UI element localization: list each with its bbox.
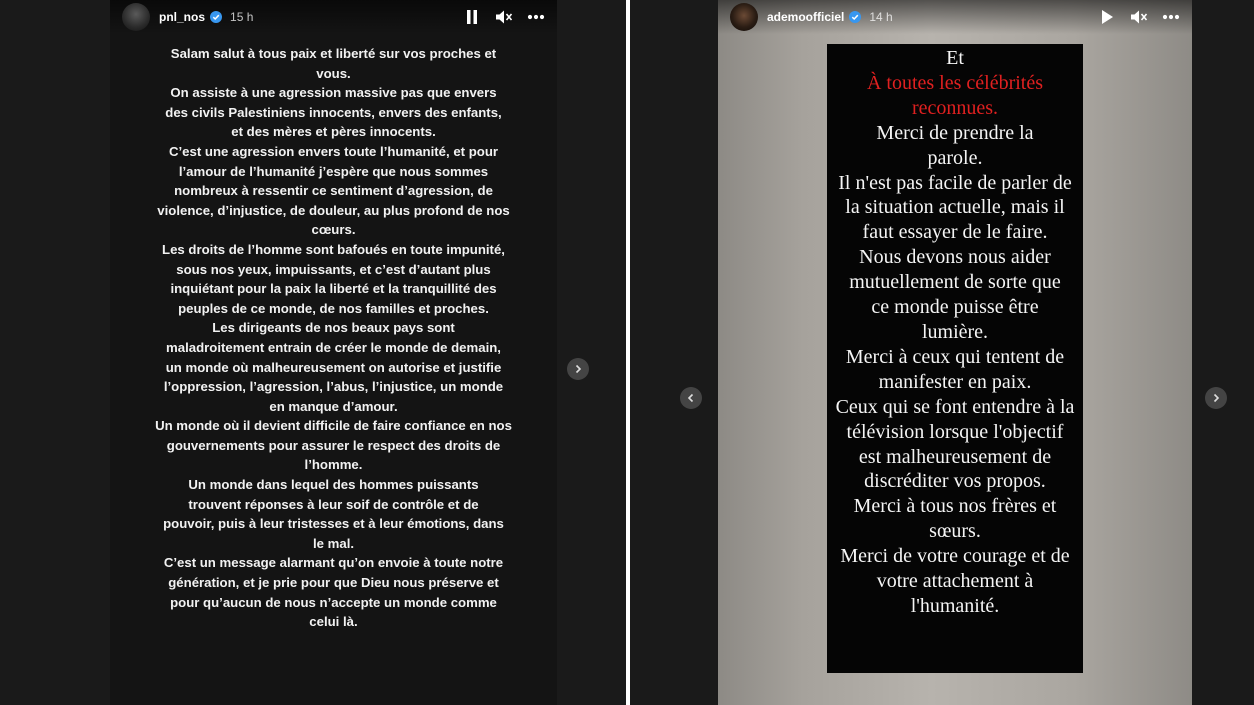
text-paragraph: Un monde où il devient difficile de faire confiance en nos gouvernements pour assurer le respect des droits de l’homme.	[155, 418, 512, 473]
text-paragraph: Ceux qui se font entendre à la télévision lorsque l'objectif est malheureusement de discréditer vos propos.	[835, 395, 1075, 493]
text-paragraph: Merci de prendre la parole.	[876, 121, 1034, 169]
text-paragraph: Merci de votre courage et de votre attachement à l'humanité.	[840, 545, 1070, 617]
text-paragraph: Les droits de l’homme sont bafoués en toute impunité, sous nos yeux, impuissants, et c’est d’autant plus inquiétant pour la paix la liberté et la tranquillité des peuples de ce monde, de nos familles et proches.	[162, 241, 505, 316]
text-paragraph: On assiste à une agression massive pas que envers des civils Palestiniens innocents, envers des enfants, et des mères et pères innocents.	[165, 85, 502, 140]
text-paragraph: Merci à tous nos frères et sœurs.	[853, 495, 1057, 543]
more-icon[interactable]	[527, 8, 545, 26]
text-paragraph: C’est une agression envers toute l’humanité, et pour l’amour de l’humanité j’espère que nous sommes nombreux à ressentir ce sentiment d’agression, de violence, d’injustice, de douleur, au plus profond de nos cœurs.	[157, 143, 510, 238]
verified-badge-icon	[849, 11, 861, 23]
story-header	[718, 0, 1192, 34]
chevron-right-icon	[573, 364, 583, 374]
text-paragraph: Un monde dans lequel des hommes puissants trouvent réponses à leur soif de contrôle et de pouvoir, puis à leur tristesses et à leur émotions, dans le mal.	[163, 477, 504, 551]
chevron-right-icon	[1211, 393, 1221, 403]
next-story-button[interactable]	[567, 358, 589, 380]
post-time: 15 h	[230, 10, 254, 24]
profile-avatar[interactable]	[730, 3, 758, 31]
text-paragraph: Les dirigeants de nos beaux pays sont maladroitement entrain de créer le monde de demain, un monde où malheureusement on autorise et justifie l’oppression, l’agression, l’abus, l’injustice, un monde en manque d’amour.	[163, 320, 504, 414]
text-paragraph: Il n'est pas facile de parler de la situation actuelle, mais il faut essayer de le faire.	[838, 171, 1072, 244]
text-paragraph: C’est un message alarmant qu’on envoie à toute notre génération, et je prie pour que Dieu nous préserve et pour qu’aucun de nous n’accepte un monde comme celui là.	[163, 555, 504, 630]
mute-icon[interactable]	[495, 8, 513, 26]
highlighted-text: À toutes les célébrités reconnues.	[866, 71, 1044, 119]
opening-text: Et	[946, 47, 964, 69]
mute-icon[interactable]	[1130, 8, 1148, 26]
story-controls	[463, 8, 545, 26]
story-controls	[1098, 8, 1180, 26]
text-paragraph: Merci à ceux qui tentent de manifester en paix.	[845, 345, 1065, 393]
next-story-button[interactable]	[1205, 387, 1227, 409]
verified-badge-icon	[210, 11, 222, 23]
profile-avatar[interactable]	[122, 3, 150, 31]
story-header	[110, 0, 557, 34]
story-text	[827, 46, 1083, 619]
text-paragraph: Salam salut à tous paix et liberté sur vos proches et vous.	[170, 46, 497, 81]
text-paragraph: Nous devons nous aider mutuellement de sorte que ce monde puisse être lumière.	[849, 246, 1061, 343]
story-text-box	[827, 44, 1083, 673]
post-time: 14 h	[869, 10, 893, 24]
left-story-viewer	[0, 0, 626, 705]
username[interactable]: pnl_nos	[159, 10, 206, 24]
story-card[interactable]	[110, 0, 557, 705]
play-icon[interactable]	[1098, 8, 1116, 26]
more-icon[interactable]	[1162, 8, 1180, 26]
pause-icon[interactable]	[463, 8, 481, 26]
story-text	[110, 44, 557, 632]
chevron-left-icon	[686, 393, 696, 403]
username[interactable]: ademoofficiel	[767, 10, 845, 24]
previous-story-button[interactable]	[680, 387, 702, 409]
